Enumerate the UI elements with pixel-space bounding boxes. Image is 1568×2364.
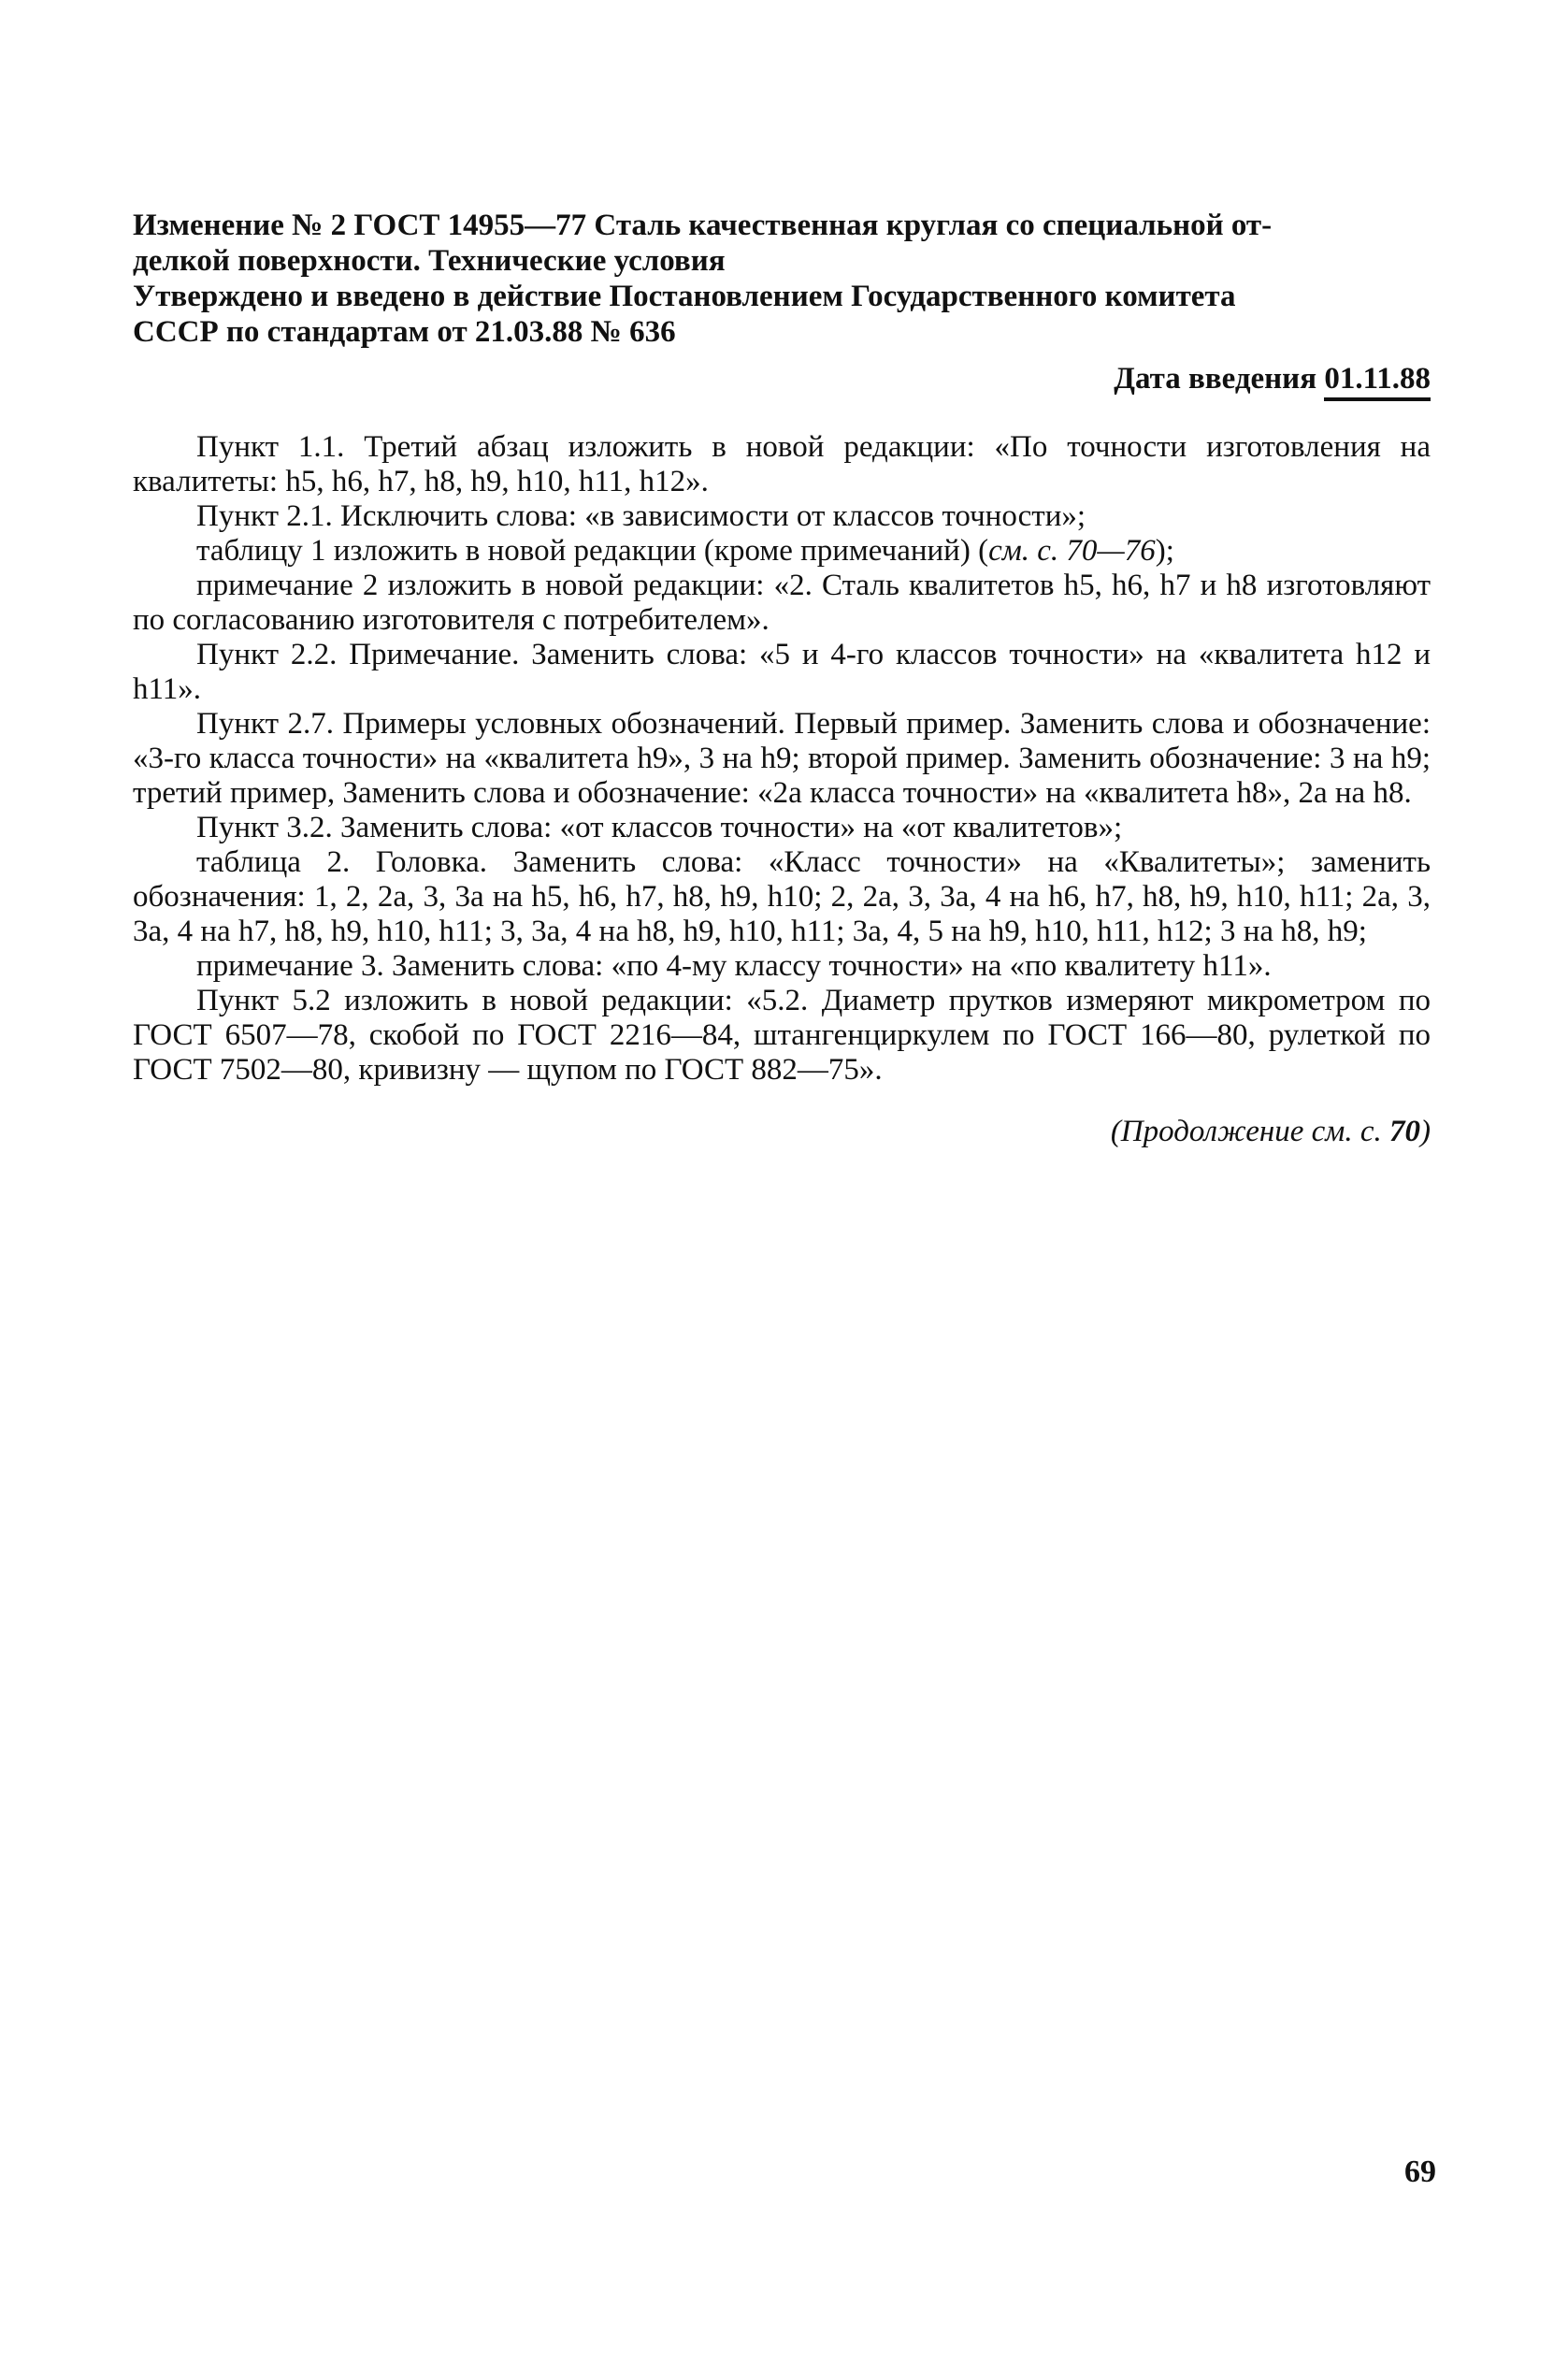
effective-date-label: Дата введения (1114, 362, 1317, 396)
paragraph-table-1-end: ); (1155, 534, 1174, 568)
paragraph-table-1 (133, 534, 1431, 569)
amendment-body (133, 430, 1431, 1088)
paragraph-note-2: примечание 2 изложить в новой редакции: «2. Сталь квалитетов h5, h6, h7 и h8 изготовляют по согласованию изготовителя с потребителем». (133, 569, 1431, 637)
continuation-close: ) (1420, 1115, 1431, 1148)
paragraph-clause-1-1: Пункт 1.1. Третий абзац изложить в новой редакции: «По точности изготовления на квалитеты: h5, h6, h7, h8, h9, h10, h11, h12». (133, 430, 1431, 498)
amendment-header (133, 208, 1431, 350)
continuation-text: (Продолжение см. с. (1110, 1115, 1389, 1148)
header-line-3: Утверждено и введено в действие Постановлением Государственного комитета (133, 280, 1236, 313)
paragraph-note-3: примечание 3. Заменить слова: «по 4-му классу точности» на «по квалитету h11». (196, 949, 1272, 983)
continuation-page: 70 (1389, 1115, 1420, 1148)
header-line-2: делкой поверхности. Технические условия (133, 244, 726, 278)
paragraph-clause-2-2: Пункт 2.2. Примечание. Заменить слова: «5 и 4-го классов точности» на «квалитета h12 и h11». (133, 638, 1431, 706)
continuation-note (133, 1114, 1431, 1149)
paragraph-clause-2-7: Пункт 2.7. Примеры условных обозначений. Первый пример. Заменить слова и обозначение: «3-го класса точности» на «квалитета h9», 3 на h9; второй пример. Заменить обозначение: 3 на h9; третий пример, Заменить слова и обозначение: «2а класса точности» на «квалитета h8», 2а на h8. (133, 707, 1431, 810)
page-reference: см. с. 70—76 (988, 534, 1156, 568)
paragraph-clause-5-2: Пункт 5.2 изложить в новой редакции: «5.2. Диаметр прутков измеряют микрометром по ГОСТ 6507—78, скобой по ГОСТ 2216—84, штангенциркулем по ГОСТ 166—80, рулеткой по ГОСТ 7502—80, кривизну — щупом по ГОСТ 882—75». (133, 984, 1431, 1087)
page-number: 69 (1404, 2155, 1436, 2189)
effective-date-value: 01.11.88 (1324, 362, 1431, 401)
paragraph-clause-2-1: Пункт 2.1. Исключить слова: «в зависимости от классов точности»; (196, 499, 1086, 533)
paragraph-table-1-text: таблицу 1 изложить в новой редакции (кроме примечаний) ( (196, 534, 989, 568)
paragraph-clause-3-2: Пункт 3.2. Заменить слова: «от классов точности» на «от квалитетов»; (196, 811, 1123, 844)
effective-date (133, 361, 1431, 396)
paragraph-table-2: таблица 2. Головка. Заменить слова: «Класс точности» на «Квалитеты»; заменить обозначения: 1, 2, 2а, 3, 3а на h5, h6, h7, h8, h9, h10; 2, 2а, 3, 3а, 4 на h6, h7, h8, h9, h10, h11; 2а, 3, 3а, 4 на h7, h8, h9, h10, h11; 3, 3а, 4 на h8, h9, h10, h11; 3а, 4, 5 на h9, h10, h11, h12; 3 на h8, h9; (133, 845, 1431, 948)
header-line-1: Изменение № 2 ГОСТ 14955—77 Сталь качественная круглая со специальной от- (133, 209, 1273, 242)
header-line-4: СССР по стандартам от 21.03.88 № 636 (133, 315, 676, 349)
document-content (133, 208, 1431, 1149)
